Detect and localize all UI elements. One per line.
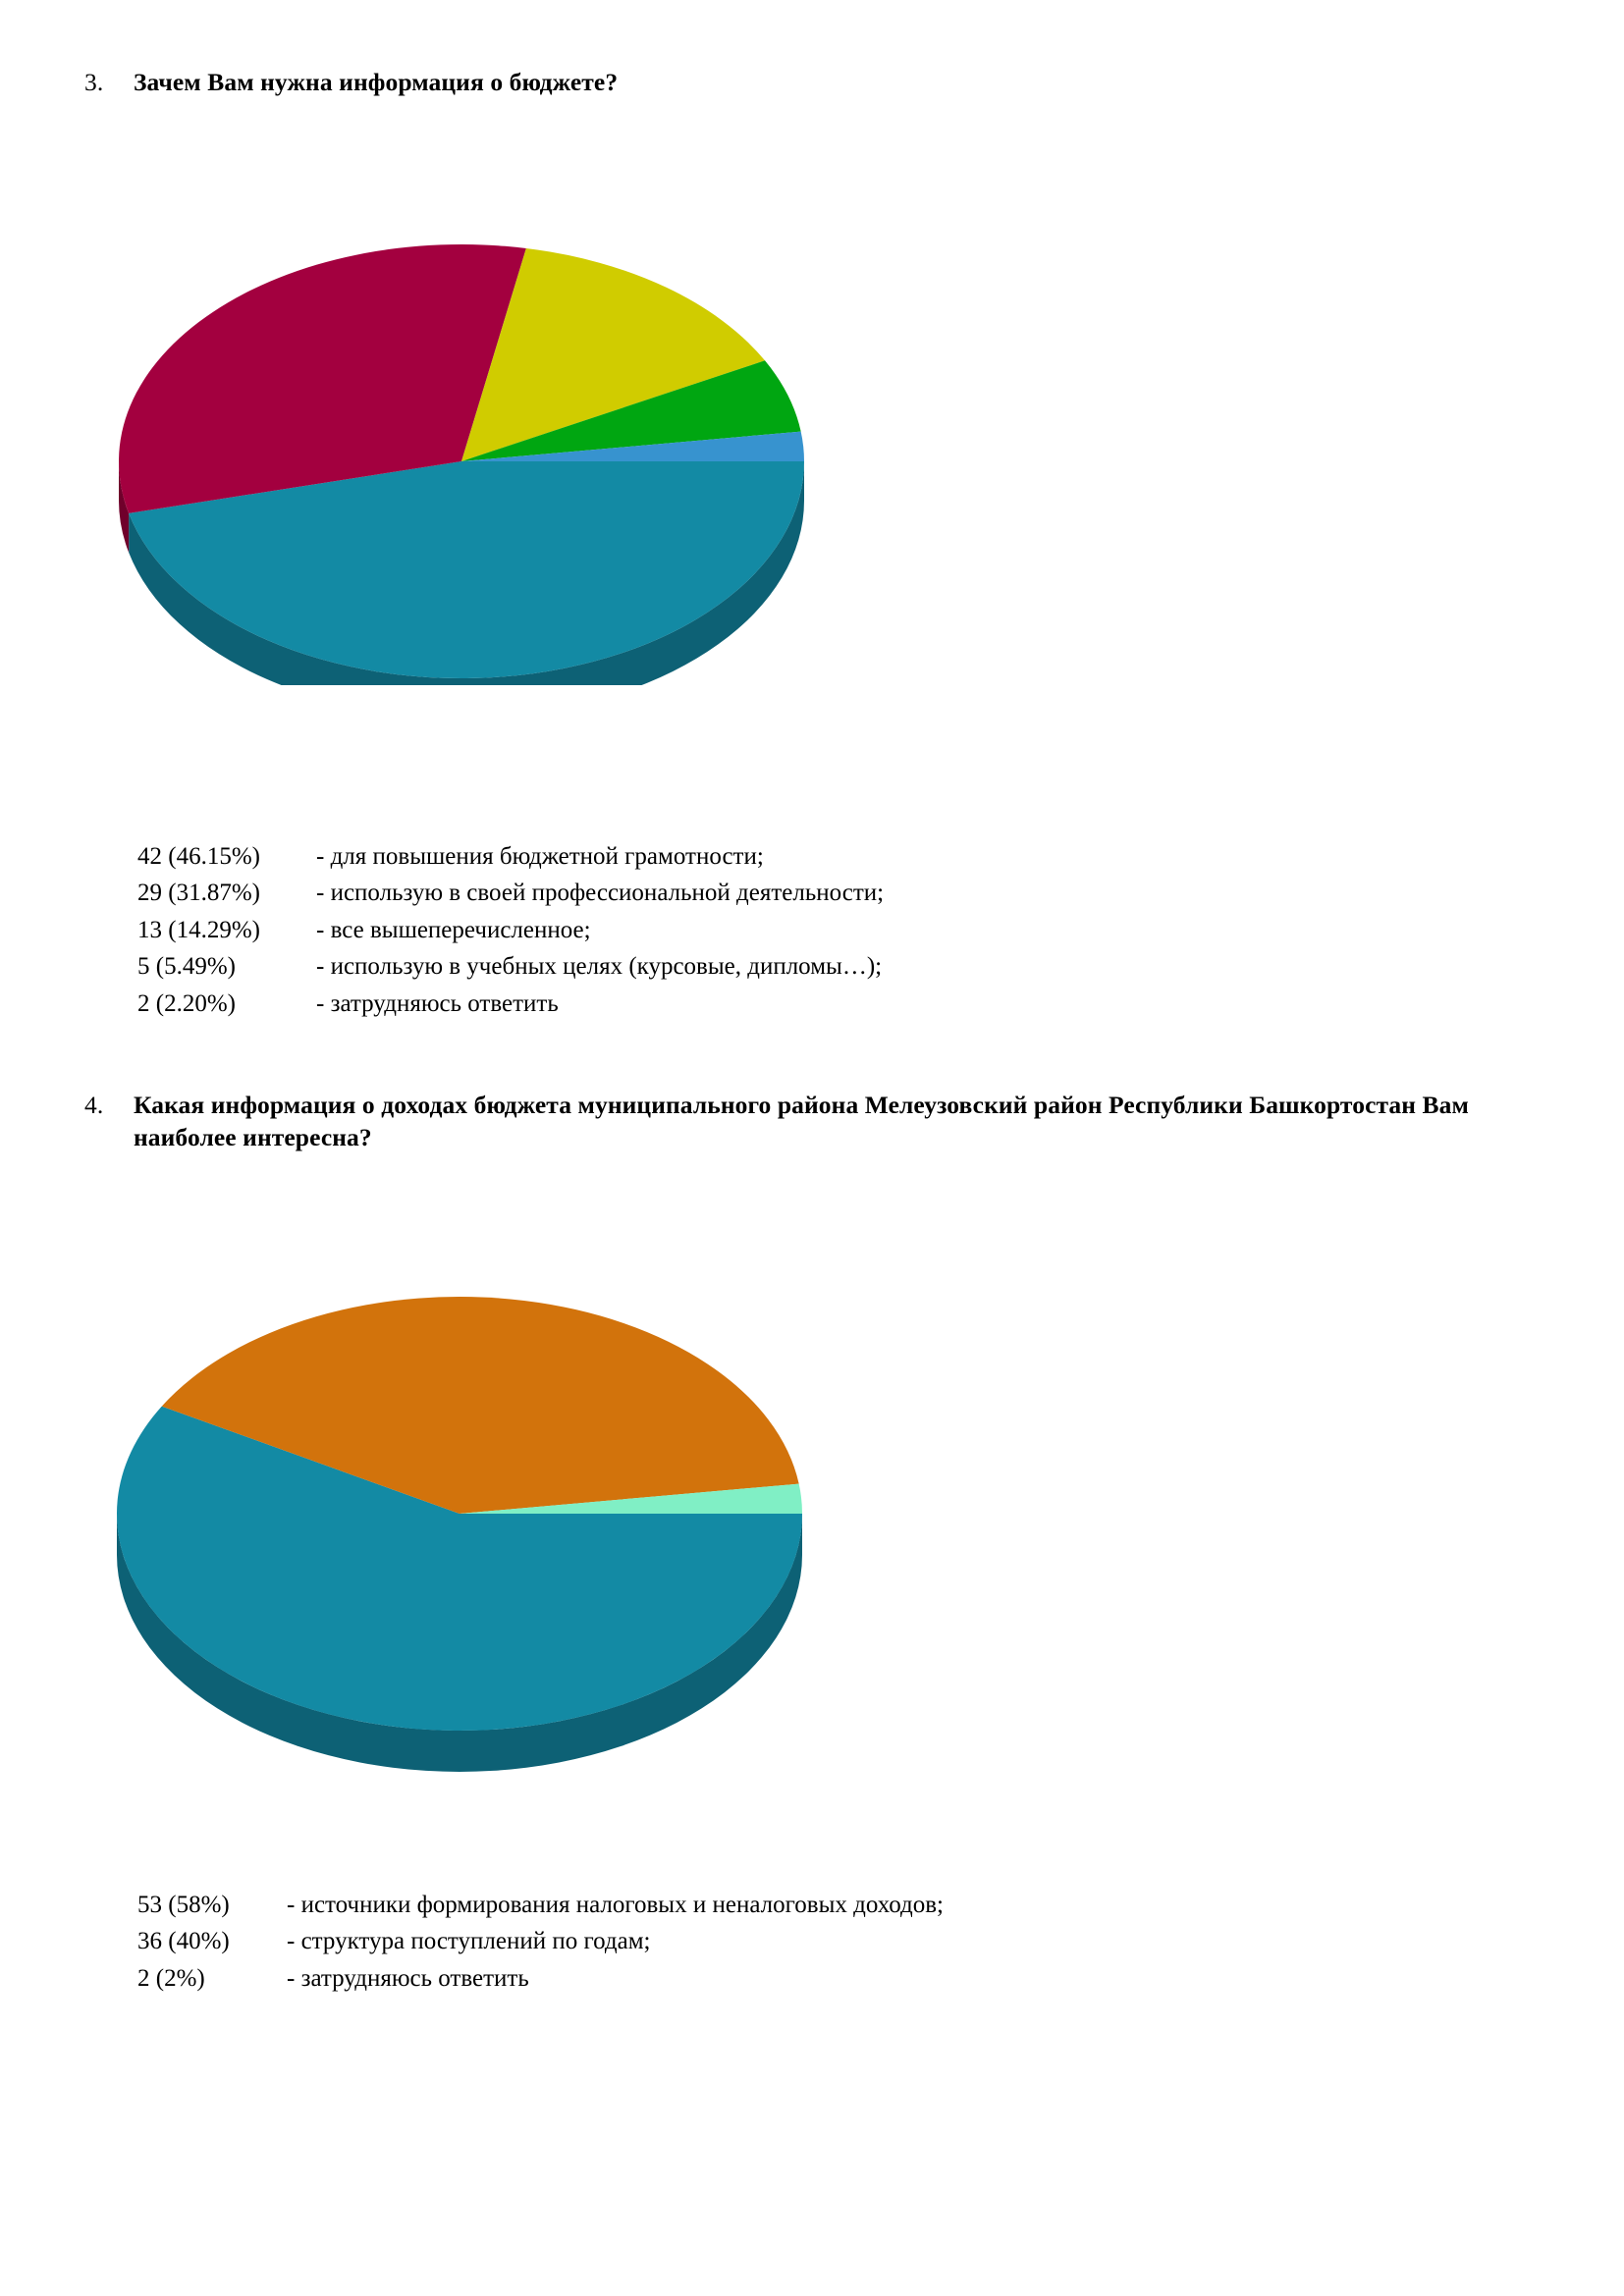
legend-label: - использую в учебных целях (курсовые, дипломы…);	[316, 953, 883, 981]
question-4-text: Какая информация о доходах бюджета муниципального района Мелеузовский район Республики Башкортостан Вам наиболее интересна?	[134, 1091, 1469, 1151]
question-4-number: 4.	[84, 1091, 104, 1119]
question-4-heading	[77, 1090, 1559, 1154]
legend-item	[137, 948, 884, 985]
legend-item	[137, 986, 884, 1022]
legend-label: - для повышения бюджетной грамотности;	[316, 843, 764, 870]
pie-chart-2	[116, 1296, 803, 1777]
legend-item	[137, 1960, 944, 1997]
legend-item	[137, 838, 884, 875]
legend-item	[137, 875, 884, 911]
legend-label: - затрудняюсь ответить	[316, 989, 559, 1017]
legend-item	[137, 1887, 944, 1923]
legend-label: - затрудняюсь ответить	[287, 1964, 529, 1992]
pie-chart-2-svg	[116, 1296, 803, 1777]
legend-label: - все вышеперечисленное;	[316, 916, 591, 943]
legend-count: 29 (31.87%)	[137, 880, 260, 907]
legend-label: - источники формирования налоговых и неналоговых доходов;	[287, 1892, 945, 1918]
legend-count: 53 (58%)	[137, 1892, 230, 1918]
legend-label: - структура поступлений по годам;	[287, 1928, 651, 1955]
legend-count: 13 (14.29%)	[137, 916, 260, 943]
legend-count: 2 (2.20%)	[137, 989, 236, 1017]
legend-label: - использую в своей профессиональной деятельности;	[316, 880, 885, 907]
legend-count: 2 (2%)	[137, 1964, 205, 1992]
question-3-number: 3.	[84, 68, 104, 96]
pie-1-top	[119, 244, 804, 678]
legend-count: 5 (5.49%)	[137, 953, 236, 981]
pie-chart-1	[118, 243, 805, 685]
pie-chart-1-svg	[118, 243, 805, 685]
legend-count: 36 (40%)	[137, 1928, 230, 1955]
legend-item	[137, 912, 884, 948]
question-3-text: Зачем Вам нужна информация о бюджете?	[134, 68, 619, 96]
legend-item	[137, 1923, 944, 1959]
question-3-heading	[77, 67, 1549, 99]
pie-chart-2-legend	[137, 1887, 944, 1997]
pie-2-top	[117, 1297, 802, 1731]
pie-chart-1-legend	[137, 838, 884, 1022]
legend-count: 42 (46.15%)	[137, 843, 260, 870]
